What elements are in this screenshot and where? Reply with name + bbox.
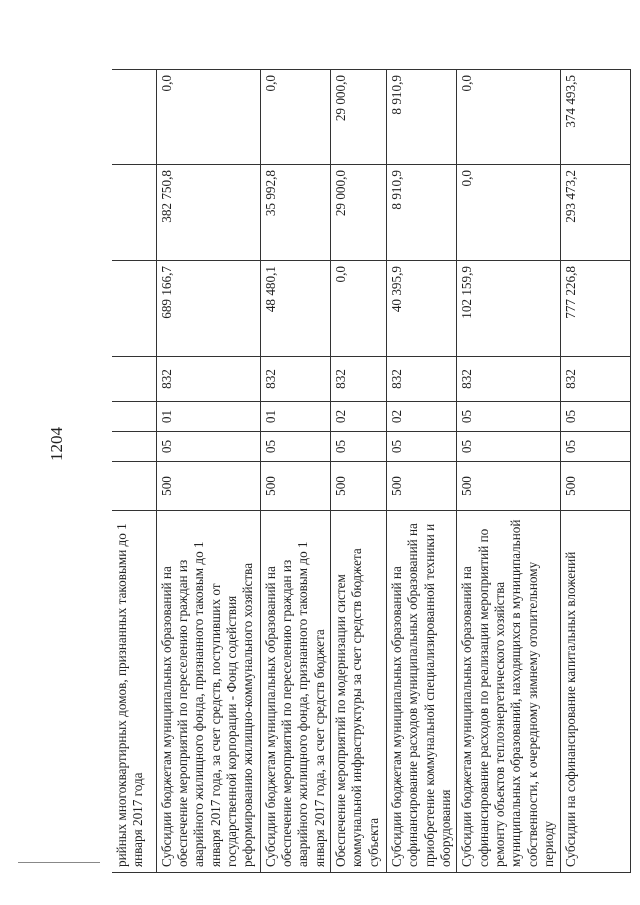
amount-1: 102 159,9 [457,261,560,357]
table-row [330,70,386,873]
row-description: Субсидии бюджетам муниципальных образований на обеспечение мероприятий по переселению граждан из аварийного жилищного фонда, признанного таковым до 1 января 2017 года, за счет средств, поступивших от государственной корпорации - Фонд содействия реформированию жилищно-коммунального хозяйства [156,511,260,873]
amount-3: 374 493,5 [560,70,630,165]
amount-2: 382 750,8 [156,165,260,261]
table-row [260,70,330,873]
rotated-table-container [112,70,604,873]
code-section: 05 [330,432,386,462]
code-subsection: 02 [330,402,386,432]
code-admin: 500 [457,462,560,511]
amount-3 [112,70,156,165]
amount-1: 0,0 [330,261,386,357]
code-subsection: 01 [156,402,260,432]
code-admin: 500 [156,462,260,511]
code-type: 832 [560,357,630,402]
row-description: Субсидии бюджетам муниципальных образований на софинансирование расходов по реализации мероприятий по ремонту объектов теплоэнергетического хозяйства муниципальных образований, находящихся в муниципальной собственности, к очередному зимнему отопительному периоду [457,511,560,873]
code-type: 832 [457,357,560,402]
page-number: 1204 [47,427,66,461]
amount-2: 35 992,8 [260,165,330,261]
code-section: 05 [260,432,330,462]
code-type [112,357,156,402]
amount-2: 0,0 [457,165,560,261]
amount-2 [112,165,156,261]
code-type: 832 [156,357,260,402]
amount-2: 29 000,0 [330,165,386,261]
amount-3: 8 910,9 [386,70,456,165]
amount-3: 29 000,0 [330,70,386,165]
amount-3: 0,0 [457,70,560,165]
amount-1: 777 226,8 [560,261,630,357]
table-row [560,70,630,873]
amount-1: 48 480,1 [260,261,330,357]
row-description: Субсидии бюджетам муниципальных образований на обеспечение мероприятий по переселению граждан из аварийного жилищного фонда, признанного таковым до 1 января 2017 года, за счет средств бюджета [260,511,330,873]
code-subsection: 01 [260,402,330,432]
code-subsection [112,402,156,432]
code-subsection: 05 [457,402,560,432]
table-row [112,70,156,873]
table-row [386,70,456,873]
amount-3: 0,0 [260,70,330,165]
code-section: 05 [560,432,630,462]
code-section: 05 [156,432,260,462]
code-type: 832 [386,357,456,402]
code-admin: 500 [330,462,386,511]
code-admin [112,462,156,511]
table-row [156,70,260,873]
table-row [457,70,560,873]
code-type: 832 [260,357,330,402]
amount-2: 8 910,9 [386,165,456,261]
code-type: 832 [330,357,386,402]
code-section [112,432,156,462]
row-description: Обеспечение мероприятий по модернизации систем коммунальной инфраструктуры за счет средств бюджета субъекта [330,511,386,873]
code-section: 05 [386,432,456,462]
code-admin: 500 [386,462,456,511]
amount-1: 40 395,9 [386,261,456,357]
code-section: 05 [457,432,560,462]
row-description: рийных многоквартирных домов, признанных таковыми до 1 января 2017 года [112,511,156,873]
code-subsection: 05 [560,402,630,432]
amount-3: 0,0 [156,70,260,165]
budget-table [112,69,631,873]
row-description: Субсидии на софинансирование капитальных вложений [560,511,630,873]
code-subsection: 02 [386,402,456,432]
amount-2: 293 473,2 [560,165,630,261]
amount-1 [112,261,156,357]
row-description: Субсидии бюджетам муниципальных образований на софинансирование расходов муниципальных образований на приобретение коммунальной специализированной техники и оборудования [386,511,456,873]
amount-1: 689 166,7 [156,261,260,357]
code-admin: 500 [560,462,630,511]
code-admin: 500 [260,462,330,511]
footer-rule [18,862,100,863]
